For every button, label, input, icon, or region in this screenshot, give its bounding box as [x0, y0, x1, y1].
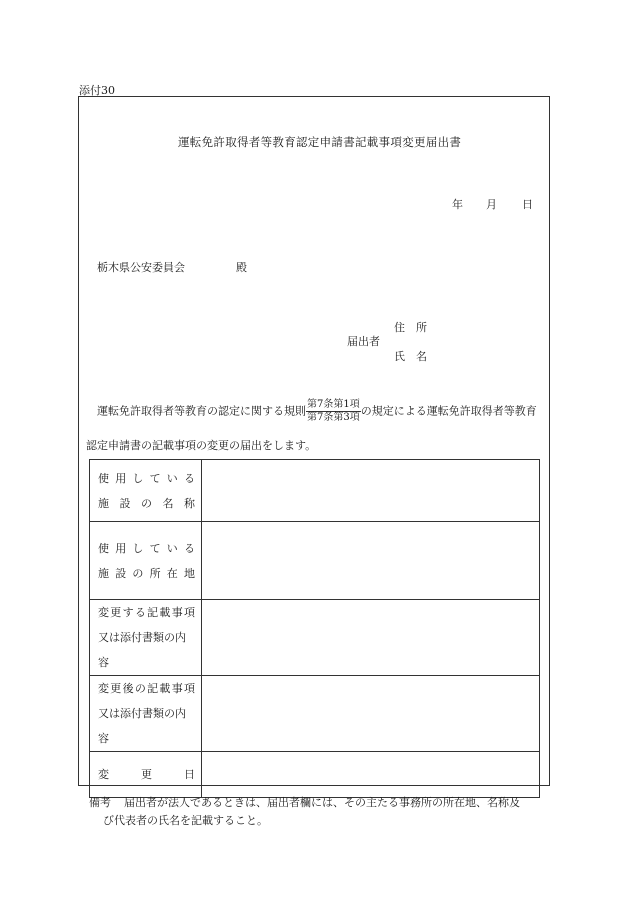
change-details-table	[89, 459, 540, 798]
row-label-change-date	[90, 752, 202, 798]
statement-before: 運転免許取得者等教育の認定に関する規則	[97, 404, 306, 418]
notifier-address-field[interactable]	[436, 316, 536, 334]
rule-option-1[interactable]: 第7条第1項	[307, 399, 360, 410]
table-row-facility-name	[90, 460, 540, 522]
label-line-1: 変 更 す る 記 載 事 項	[98, 606, 195, 619]
label-line-2: 又は添付書類の内容	[98, 707, 186, 745]
table-row-facility-location	[90, 522, 540, 600]
label-line-1: 使 用 し て い る	[98, 471, 195, 485]
table-row-change-date	[90, 752, 540, 798]
row-value-new-items[interactable]	[202, 676, 540, 752]
label-line-2: 施 設 の 名 称	[98, 496, 195, 510]
label-line-2: 又は添付書類の内容	[98, 631, 186, 669]
label-line-1: 使 用 し て い る	[98, 541, 195, 555]
row-value-changed-items[interactable]	[202, 600, 540, 676]
addressee-name: 栃木県公安委員会	[97, 261, 185, 274]
remarks-label: 備考	[89, 796, 111, 809]
label-line-1: 変 更 日	[98, 768, 195, 781]
date-month[interactable]: 月	[486, 198, 497, 211]
row-label-facility-name	[90, 460, 202, 522]
statement-line-1	[97, 399, 537, 424]
notifier-address-label: 住 所	[394, 321, 427, 334]
rule-option-2[interactable]: 第7条第3項	[307, 412, 360, 423]
rule-options	[306, 399, 361, 424]
label-line-2: 施 設 の 所 在 地	[98, 566, 195, 580]
row-value-change-date[interactable]	[202, 752, 540, 798]
notifier-name-label: 氏 名	[394, 350, 427, 363]
row-label-new-items	[90, 676, 202, 752]
remarks-line-2: び代表者の氏名を記載すること。	[103, 814, 268, 827]
label-line-1: 変 更 後 の 記 載 事 項	[98, 682, 195, 695]
row-label-changed-items	[90, 600, 202, 676]
addressee-honorific: 殿	[236, 261, 247, 274]
notifier-name-field[interactable]	[436, 345, 536, 363]
table-row-changed-items	[90, 600, 540, 676]
form-title: 運転免許取得者等教育認定申請書記載事項変更届出書	[178, 135, 462, 149]
statement-after: の規定による運転免許取得者等教育	[360, 404, 537, 418]
date-day[interactable]: 日	[522, 198, 533, 211]
row-label-facility-location	[90, 522, 202, 600]
notifier-label: 届出者	[347, 335, 380, 348]
date-year[interactable]: 年	[452, 198, 463, 211]
row-value-facility-name[interactable]	[202, 460, 540, 522]
statement-line-2: 認定申請書の記載事項の変更の届出をします。	[86, 439, 317, 452]
row-value-facility-location[interactable]	[202, 522, 540, 600]
remarks-line-1: 届出者が法人であるときは、届出者欄には、その主たる事務所の所在地、名称及	[124, 796, 520, 809]
table-row-new-items	[90, 676, 540, 752]
attachment-number: 添付30	[79, 84, 115, 97]
